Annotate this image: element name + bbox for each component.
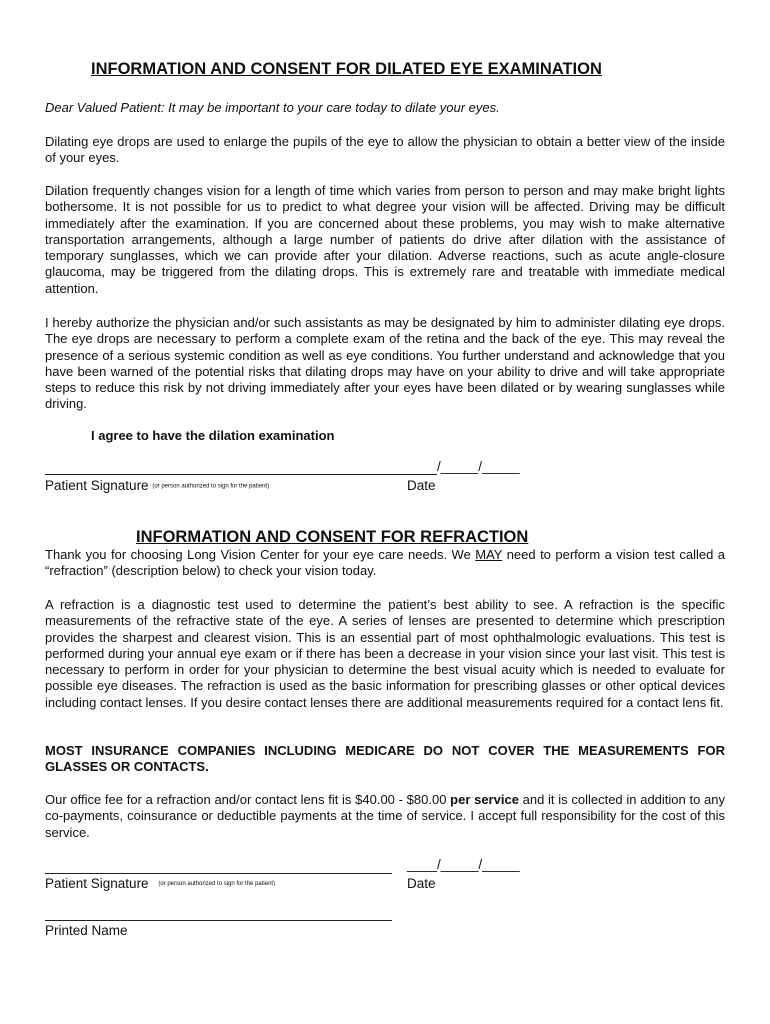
refraction-intro (45, 547, 725, 580)
refraction-title: INFORMATION AND CONSENT FOR REFRACTION (136, 528, 529, 546)
dilation-paragraph-2: Dilation frequently changes vision for a length of time which varies from person to person and may make bright lights bothersome. It is not possible for us to predict to what degree your vision will be affected. Driving may be difficult immediately after the examination. If you are concerned about these problems, you may wish to make alternative transportation arrangements, although a large number of patients do drive after dilation with the assistance of temporary sunglasses, which we can provide after your dilation. Adverse reactions, such as acute angle-closure glaucoma, may be triggered from the dilating drops. This is extremely rare and treatable with immediate medical attention. (45, 183, 725, 296)
signature-label-1 (45, 478, 269, 493)
printed-name-label: Printed Name (45, 923, 128, 938)
date-field-1[interactable]: /_____/_____ (437, 459, 520, 474)
dilation-paragraph-1: Dilating eye drops are used to enlarge the pupils of the eye to allow the physician to obtain a better view of the inside of your eyes. (45, 134, 725, 166)
intro-text-a: Thank you for choosing Long Vision Center for your eye care needs. We (45, 547, 476, 562)
signature-note-2: (or person authorized to sign for the patient) (158, 881, 276, 888)
date-label-1: Date (407, 478, 436, 493)
may-emphasis: MAY (475, 547, 503, 562)
dilation-title: INFORMATION AND CONSENT FOR DILATED EYE EXAMINATION (91, 60, 602, 78)
signature-line-2[interactable] (45, 873, 392, 874)
signature-label-text: Patient Signature (45, 478, 149, 493)
date-label-2: Date (407, 876, 436, 891)
refraction-paragraph: A refraction is a diagnostic test used to determine the patient’s best ability to see. A refraction is the specific measurements of the refractive state of the eye. A series of lenses are presented to determine which prescription provides the sharpest and clearest vision. This is an essential part of most ophthalmologic evaluations. This test is performed during your annual eye exam or if there has been a decrease in your vision since your last visit. This test is necessary to perform in order for your physician to determine the best visual acuity which is needed to evaluate for possible eye diseases. The refraction is used as the basic information for prescribing glasses or other optical devices including contact lenses. If you desire contact lenses there are additional measurements required for a contact lens fit. (45, 597, 725, 710)
agree-statement: I agree to have the dilation examination (91, 428, 335, 443)
printed-name-line[interactable] (45, 920, 392, 921)
signature-note: (or person authorized to sign for the patient) (152, 483, 270, 490)
insurance-notice: MOST INSURANCE COMPANIES INCLUDING MEDICARE DO NOT COVER THE MEASUREMENTS FOR GLASSES OR CONTACTS. (45, 743, 725, 775)
date-field-2[interactable]: ____/_____/_____ (407, 857, 520, 872)
signature-label-2 (45, 876, 275, 891)
greeting: Dear Valued Patient: It may be important to your care today to dilate your eyes. (45, 100, 500, 115)
fee-text-b: and it is collected in addition to any co-payments, coinsurance or deductible payments at the time of service. I accept full responsibility for the cost of this service. (45, 792, 725, 840)
fee-text-a: Our office fee for a refraction and/or contact lens fit is $40.00 - $80.00 (45, 792, 451, 807)
fee-paragraph (45, 792, 725, 841)
signature-line-1[interactable] (45, 474, 437, 475)
intro-text-b: need to perform a vision test called a “refraction” (description below) to check your vision today. (45, 547, 726, 579)
signature-label-text-2: Patient Signature (45, 876, 149, 891)
per-service: per service (450, 792, 519, 807)
dilation-paragraph-3: I hereby authorize the physician and/or such assistants as may be designated by him to administer dilating eye drops. The eye drops are necessary to perform a complete exam of the retina and the back of the eye. This may reveal the presence of a serious systemic condition as well as eye conditions. You further understand and acknowledge that you have been warned of the potential risks that dilating drops may have on your ability to drive and will take appropriate steps to reduce this risk by not driving immediately after your eyes have been dilated or by wearing sunglasses while driving. (45, 315, 725, 412)
